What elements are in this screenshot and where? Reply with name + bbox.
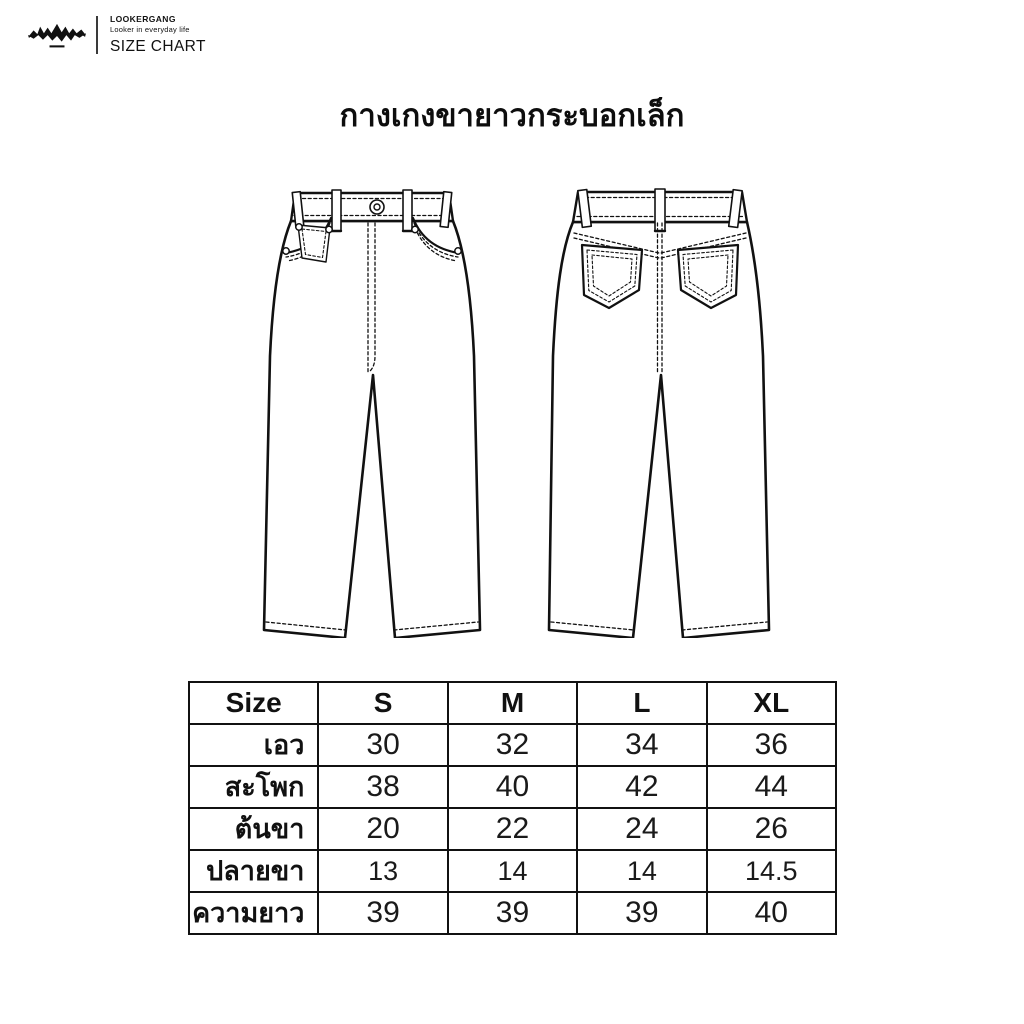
- value-cell: 40: [707, 892, 836, 934]
- value-cell: 34: [577, 724, 706, 766]
- row-label: ความยาว: [189, 892, 318, 934]
- value-cell: 44: [707, 766, 836, 808]
- value-cell: 38: [318, 766, 447, 808]
- value-cell: 30: [318, 724, 447, 766]
- size-table-header-row: [189, 682, 836, 724]
- table-row-leg-opening: [189, 850, 836, 892]
- size-table: [188, 681, 837, 935]
- row-label: ปลายขา: [189, 850, 318, 892]
- table-row-hip: [189, 766, 836, 808]
- header-cell-l: L: [577, 682, 706, 724]
- value-cell: 24: [577, 808, 706, 850]
- value-cell: 36: [707, 724, 836, 766]
- pants-back-drawing: [543, 186, 777, 638]
- brand-divider: [96, 16, 98, 54]
- brand-header: [28, 14, 206, 56]
- header-cell-s: S: [318, 682, 447, 724]
- size-chart-label: SIZE CHART: [110, 38, 206, 56]
- row-label: สะโพก: [189, 766, 318, 808]
- table-row-length: [189, 892, 836, 934]
- header-cell-xl: XL: [707, 682, 836, 724]
- value-cell: 13: [318, 850, 447, 892]
- pants-front-drawing: [256, 186, 488, 638]
- value-cell: 40: [448, 766, 577, 808]
- value-cell: 39: [577, 892, 706, 934]
- table-row-thigh: [189, 808, 836, 850]
- value-cell: 39: [318, 892, 447, 934]
- row-label: เอว: [189, 724, 318, 766]
- brand-name: LOOKERGANG: [110, 14, 176, 24]
- value-cell: 14: [448, 850, 577, 892]
- value-cell: 39: [448, 892, 577, 934]
- header-cell-size: Size: [189, 682, 318, 724]
- value-cell: 32: [448, 724, 577, 766]
- header-cell-m: M: [448, 682, 577, 724]
- value-cell: 20: [318, 808, 447, 850]
- value-cell: 42: [577, 766, 706, 808]
- row-label: ต้นขา: [189, 808, 318, 850]
- lookergang-gothic-logo-icon: [28, 18, 86, 54]
- value-cell: 26: [707, 808, 836, 850]
- table-row-waist: [189, 724, 836, 766]
- page-title: กางเกงขายาวกระบอกเล็ก: [339, 98, 685, 133]
- value-cell: 22: [448, 808, 577, 850]
- value-cell: 14: [577, 850, 706, 892]
- value-cell: 14.5: [707, 850, 836, 892]
- brand-tagline: Looker in everyday life: [110, 25, 190, 35]
- brand-text-block: [110, 14, 206, 56]
